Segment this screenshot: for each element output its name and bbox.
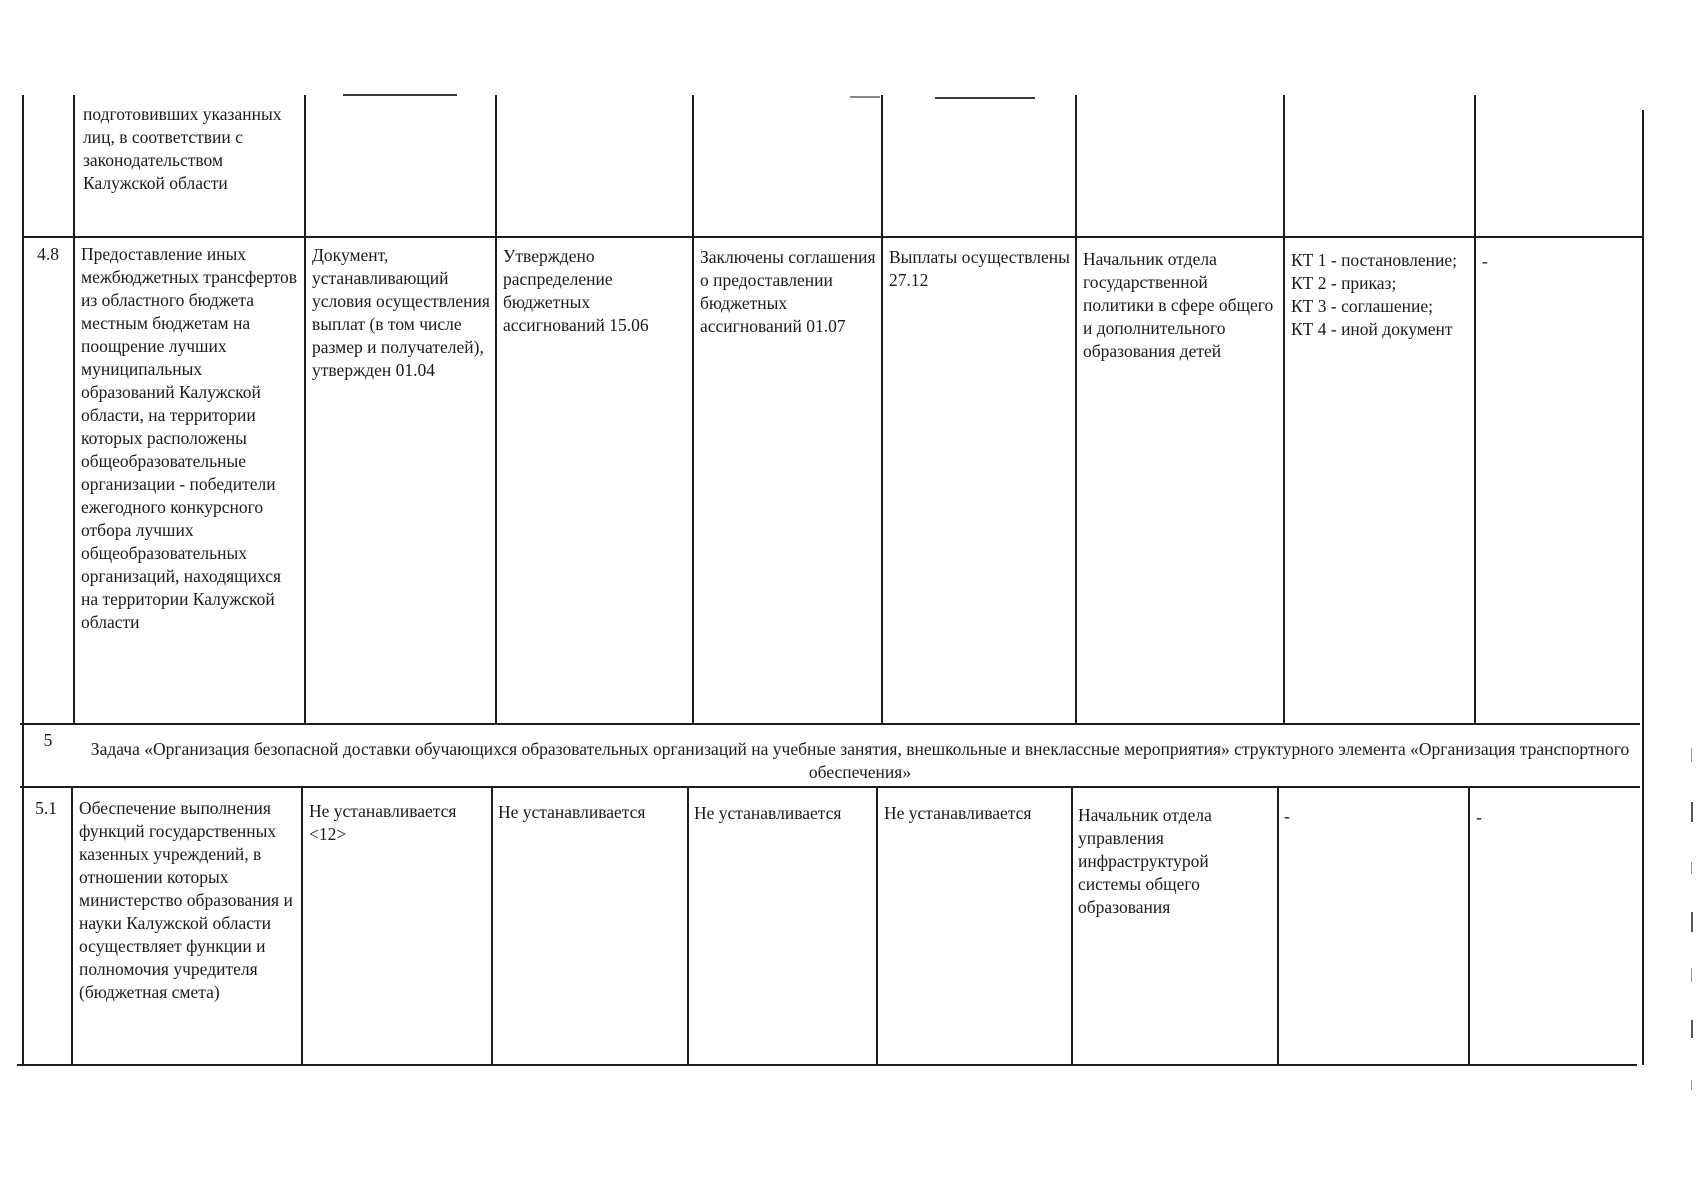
top-edge-mark [343,94,457,96]
control-point-3-cell: Заключены соглашения о предоставлении бюджетных ассигнований 01.07 [700,247,876,336]
top-edge-mark [850,96,880,98]
control-point-3-cell: Не устанавливается [694,803,842,823]
col-border-6 [1071,786,1073,1064]
table-bottom-border [17,1064,1637,1066]
col-border-7 [1277,786,1279,1064]
scan-artifact [1691,1020,1693,1038]
document-line: КТ 4 - иной документ [1291,319,1453,339]
scan-artifact [1691,862,1692,874]
col-border-1 [73,95,75,723]
document-line: КТ 3 - соглашение; [1291,296,1433,316]
row-divider-top-4-8 [23,236,1643,238]
col-border-2 [301,786,303,1064]
col-border-4 [692,95,694,723]
col-border-1 [71,786,73,1064]
scan-artifact [1691,968,1692,982]
control-point-1-cell: Не устанавливается <12> [309,801,457,844]
scan-artifact [1691,748,1692,762]
top-row-name-cell: подготовивших указанных лиц, в соответствии с законодательством Калужской области [83,104,282,193]
responsible-cell: Начальник отдела управления инфраструктурой системы общего образования [1078,805,1212,917]
task-header-cell: Задача «Организация безопасной доставки обучающихся образовательных организаций на учебные занятия, внешкольные и внеклассные мероприятия» структурного элемента «Организация транспортного обеспечения» [90,739,1630,782]
event-name-cell: Предоставление иных межбюджетных трансфертов из областного бюджета местным бюджетам на поощрение лучших муниципальных образований Калужской области, на территории которых расположены общеобразовательные организации - победители ежегодного конкурсного отбора лучших общеобразовательных организаций, находящихся на территории Калужской области [81,244,297,632]
document-line: КТ 1 - постановление; [1291,250,1458,270]
note-cell: - [1476,807,1482,827]
col-border-3 [495,95,497,723]
documents-cell [1291,249,1471,341]
note-cell: - [1482,251,1488,271]
control-point-1-cell: Документ, устанавливающий условия осуществления выплат (в том числе размер и получателей), утвержден 01.04 [312,245,490,380]
col-border-4 [687,786,689,1064]
col-border-right [1642,110,1644,1065]
responsible-cell: Начальник отдела государственной политики в сфере общего и дополнительного образования детей [1083,249,1274,361]
event-name-cell: Обеспечение выполнения функций государственных казенных учреждений, в отношении которых министерство образования и науки Калужской области осуществляет функции и полномочия учредителя (бюджетная смета) [79,798,293,1002]
scan-artifact [1691,802,1693,822]
col-border-5 [881,95,883,723]
documents-cell: - [1284,806,1290,826]
control-point-2-cell: Не устанавливается [498,802,646,822]
col-border-8 [1474,95,1476,723]
control-point-4-cell: Не устанавливается [884,803,1032,823]
col-border-7 [1283,95,1285,723]
row-number: 5 [43,730,53,750]
control-point-2-cell: Утверждено распределение бюджетных ассигнований 15.06 [503,246,649,335]
col-border-2 [304,95,306,723]
row-number: 4.8 [37,244,59,264]
top-edge-mark [935,97,1035,99]
col-border-left [22,95,24,1065]
scan-artifact [1691,1080,1692,1090]
control-point-4-cell: Выплаты осуществлены 27.12 [889,247,1070,290]
row-number: 5.1 [35,798,57,818]
col-border-8 [1468,786,1470,1064]
row-divider-4-8-5 [20,723,1640,725]
col-border-3 [491,786,493,1064]
scan-artifact [1691,912,1693,932]
row-divider-5-5-1 [20,786,1640,788]
col-border-6 [1075,95,1077,723]
document-line: КТ 2 - приказ; [1291,273,1397,293]
col-border-5 [876,786,878,1064]
